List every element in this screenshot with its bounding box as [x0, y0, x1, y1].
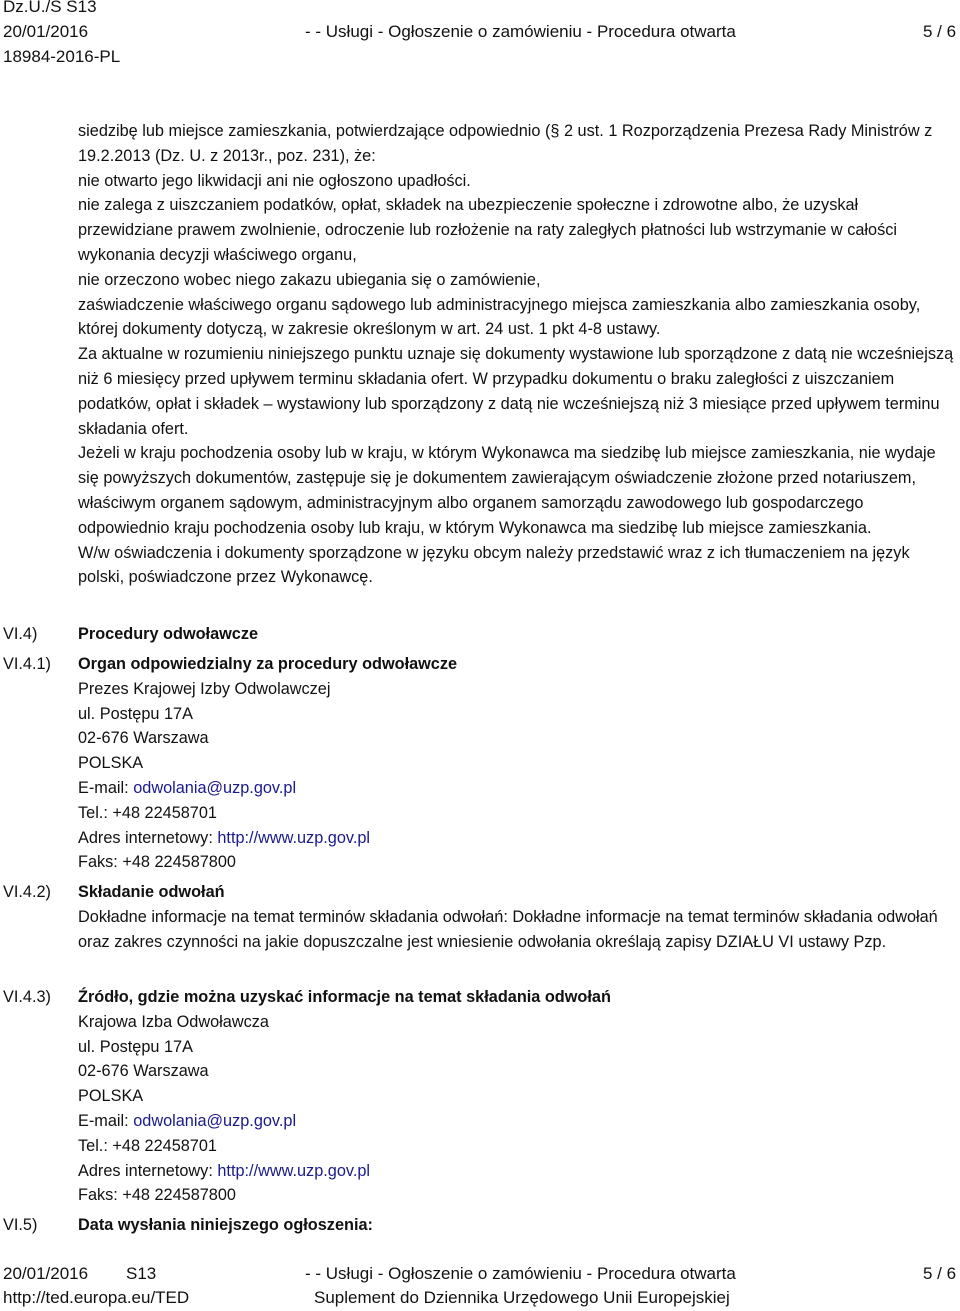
email-link[interactable]: odwolania@uzp.gov.pl [133, 778, 297, 797]
footer-publication: Suplement do Dziennika Urzędowego Unii Europejskiej [314, 1288, 730, 1307]
fax: Faks: +48 224587800 [78, 853, 236, 872]
section-number: VI.4) [3, 625, 38, 643]
header-journal-ref: Dz.U./S S13 [3, 0, 97, 16]
header-page-number: 5 / 6 [923, 22, 957, 41]
website-link[interactable]: http://www.uzp.gov.pl [217, 828, 371, 847]
header-notice-type: - - Usługi - Ogłoszenie o zamówieniu - Procedura otwarta [305, 22, 736, 41]
section-title: Składanie odwołań [78, 883, 225, 901]
email-line [78, 776, 956, 801]
organization-name: Krajowa Izba Odwoławcza [78, 1012, 269, 1031]
paragraph: Jeżeli w kraju pochodzenia osoby lub w kraju, w którym Wykonawca ma siedzibę lub miejsce zamieszkania, nie wydaje się powyższych dokumentów, zastępuje się je dokumentem zawierającym oświadczenie złożone przed notariuszem, właściwym organem sądowym, administracyjnym albo organem samorządu zawodowego lub gospodarczego odpowiednio kraju pochodzenia osoby lub kraju, w którym Wykonawca ma siedzibę lub miejsce zamieszkania. [78, 444, 936, 537]
paragraph: siedzibę lub miejsce zamieszkania, potwierdzające odpowiednio (§ 2 ust. 1 Rozporządzenia Prezesa Rady Ministrów z 19.2.2013 (Dz. U. z 2013r., poz. 231), że: [78, 122, 933, 165]
section-title: Data wysłania niniejszego ogłoszenia: [78, 1216, 373, 1234]
web-label: Adres internetowy: [78, 1161, 213, 1180]
footer-series-code: S13 [126, 1264, 157, 1283]
organization-name: Prezes Krajowej Izby Odwolawczej [78, 679, 331, 698]
footer-url[interactable]: http://ted.europa.eu/TED [3, 1288, 190, 1307]
paragraph: W/w oświadczenia i dokumenty sporządzone w języku obcym należy przedstawić wraz z ich tłumaczeniem na język polski, poświadczone przez Wykonawcę. [78, 543, 910, 587]
country: POLSKA [78, 1087, 144, 1106]
continuation-text [78, 119, 956, 590]
section-number: VI.5) [3, 1216, 38, 1234]
section-title: Procedury odwoławcze [78, 625, 259, 643]
section-title: Źródło, gdzie można uzyskać informacje na temat składania odwołań [78, 988, 611, 1006]
paragraph: Dokładne informacje na temat terminów składania odwołań: Dokładne informacje na temat terminów składania odwołań oraz zakres czynności na jakie dopuszczalne jest wniesienie odwołania określają zapisy DZIAŁU VI ustawy Pzp. [78, 907, 938, 951]
postal-city: 02-676 Warszawa [78, 729, 209, 748]
street-address: ul. Postępu 17A [78, 1037, 193, 1056]
footer-date: 20/01/2016 [3, 1264, 89, 1283]
section-title: Organ odpowiedzialny za procedury odwoławcze [78, 655, 458, 673]
section-organ-odpowiedzialny [78, 652, 956, 875]
phone: Tel.: +48 22458701 [78, 1136, 217, 1155]
footer-page-number: 5 / 6 [923, 1264, 957, 1283]
email-label: E-mail: [78, 778, 129, 797]
country: POLSKA [78, 754, 144, 773]
postal-city: 02-676 Warszawa [78, 1062, 209, 1081]
email-label: E-mail: [78, 1111, 129, 1130]
phone: Tel.: +48 22458701 [78, 803, 217, 822]
paragraph: nie orzeczono wobec niego zakazu ubiegania się o zamówienie, [78, 270, 541, 289]
header-date: 20/01/2016 [3, 22, 89, 41]
website-link[interactable]: http://www.uzp.gov.pl [217, 1161, 371, 1180]
section-data-wyslania [78, 1213, 956, 1238]
section-number: VI.4.3) [3, 988, 51, 1006]
paragraph: nie zalega z uiszczaniem podatków, opłat, składek na ubezpieczenie społeczne i zdrowotne albo, że uzyskał przewidziane prawem zwolnienie, odroczenie lub rozłożenie na raty zaległych płatności lub wstrzymanie w całości wykonania decyzji właściwego organu, [78, 196, 897, 264]
section-number: VI.4.1) [3, 655, 51, 673]
web-label: Adres internetowy: [78, 828, 213, 847]
paragraph: zaświadczenie właściwego organu sądowego lub administracyjnego miejsca zamieszkania albo zamieszkania osoby, której dokumenty dotyczą, w zakresie określonym w art. 24 ust. 1 pkt 4-8 ustawy. [78, 295, 921, 339]
header-notice-number: 18984-2016-PL [3, 47, 121, 66]
section-procedury-odwolawcze [78, 622, 956, 647]
footer-notice-type: - - Usługi - Ogłoszenie o zamówieniu - Procedura otwarta [305, 1264, 736, 1283]
web-line [78, 826, 956, 851]
section-zrodlo-informacji [78, 985, 956, 1208]
section-skladanie-odwolan [78, 880, 956, 954]
section-number: VI.4.2) [3, 883, 51, 901]
web-line [78, 1159, 956, 1184]
paragraph: Za aktualne w rozumieniu niniejszego punktu uznaje się dokumenty wystawione lub sporządzone z datą nie wcześniejszą niż 6 miesięcy przed upływem terminu składania ofert. W przypadku dokumentu o braku zaległości z uiszczaniem podatków, opłat i składek – wystawiony lub sporządzony z datą nie wcześniejszą niż 3 miesiące przed upływem terminu składania ofert. [78, 345, 954, 438]
street-address: ul. Postępu 17A [78, 704, 193, 723]
email-link[interactable]: odwolania@uzp.gov.pl [133, 1111, 297, 1130]
fax: Faks: +48 224587800 [78, 1186, 236, 1205]
paragraph: nie otwarto jego likwidacji ani nie ogłoszono upadłości. [78, 171, 471, 190]
email-line [78, 1109, 956, 1134]
